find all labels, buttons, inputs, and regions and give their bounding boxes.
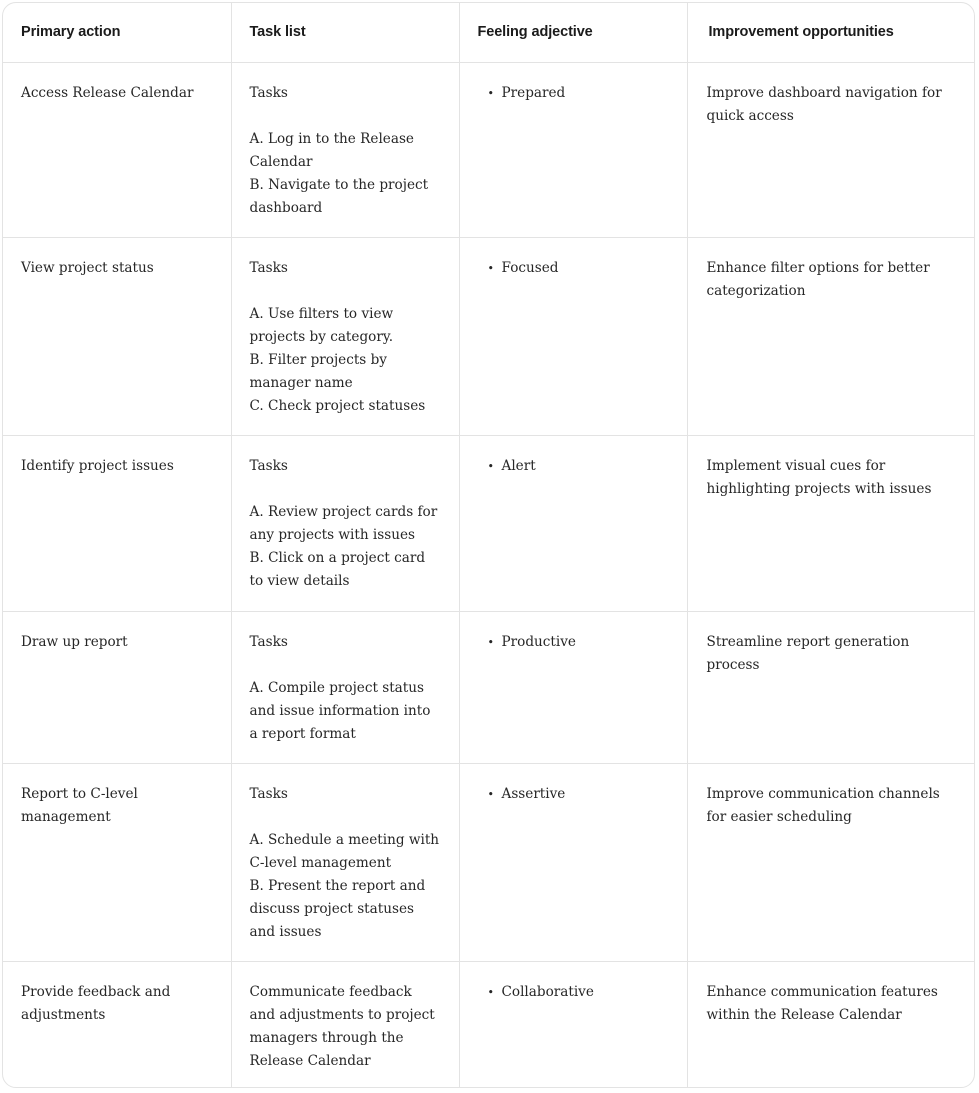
feeling-text: Assertive <box>501 785 566 802</box>
header-row <box>3 3 974 62</box>
task-list-cell <box>231 611 459 763</box>
spacer <box>250 280 441 303</box>
table-row <box>3 611 974 763</box>
header-feeling-adjective: Feeling adjective <box>459 3 687 62</box>
task-heading: Tasks <box>249 457 288 474</box>
journey-table-container <box>2 2 975 1088</box>
improvement-cell: Streamline report generation process <box>687 611 974 763</box>
feeling-cell <box>459 611 687 763</box>
task-heading: Tasks <box>249 633 288 650</box>
task-item: A. Use filters to view projects by category. <box>249 305 394 345</box>
feeling-text: Focused <box>501 259 559 276</box>
bullet-dot-icon: • <box>487 86 494 100</box>
task-item: B. Present the report and discuss project statuses and issues <box>249 877 426 940</box>
task-item: A. Compile project status and issue information into a report format <box>249 679 431 742</box>
task-item: A. Review project cards for any projects with issues <box>249 503 438 543</box>
table-row <box>3 435 974 611</box>
primary-action-cell: Provide feedback and adjustments <box>3 961 231 1088</box>
task-item: B. Click on a project card to view details <box>249 549 426 589</box>
feeling-text: Alert <box>501 457 536 474</box>
bullet-dot-icon: • <box>487 459 494 473</box>
improvement-cell: Improve dashboard navigation for quick access <box>687 62 974 237</box>
table-header <box>3 3 974 62</box>
feeling-text: Productive <box>501 633 576 650</box>
task-item: B. Filter projects by manager name <box>249 351 387 391</box>
bullet-dot-icon: • <box>487 635 494 649</box>
feeling-bullet <box>478 455 669 478</box>
feeling-cell <box>459 763 687 961</box>
feeling-cell <box>459 237 687 435</box>
task-heading: Tasks <box>249 259 288 276</box>
primary-action-cell: Report to C-level management <box>3 763 231 961</box>
spacer <box>250 654 441 677</box>
spacer <box>250 105 441 128</box>
primary-action-cell: View project status <box>3 237 231 435</box>
header-improvement-opportunities: Improvement opportunities <box>687 3 974 62</box>
header-task-list: Task list <box>231 3 459 62</box>
journey-table <box>3 3 974 1088</box>
task-list-cell <box>231 62 459 237</box>
task-item: A. Schedule a meeting with C-level management <box>249 831 440 871</box>
feeling-bullet <box>478 257 669 280</box>
feeling-cell <box>459 62 687 237</box>
primary-action-cell: Access Release Calendar <box>3 62 231 237</box>
task-list-cell <box>231 435 459 611</box>
improvement-cell: Enhance filter options for better categorization <box>687 237 974 435</box>
spacer <box>250 478 441 501</box>
task-list-cell: Communicate feedback and adjustments to project managers through the Release Calendar <box>231 961 459 1088</box>
table-row <box>3 237 974 435</box>
feeling-bullet <box>478 981 669 1004</box>
task-item: A. Log in to the Release Calendar <box>249 130 414 170</box>
task-heading: Tasks <box>249 785 288 802</box>
feeling-text: Prepared <box>501 84 566 101</box>
bullet-dot-icon: • <box>487 261 494 275</box>
table-row <box>3 961 974 1088</box>
task-heading: Tasks <box>249 84 288 101</box>
task-item: C. Check project statuses <box>249 397 426 414</box>
feeling-bullet <box>478 82 669 105</box>
table-body <box>3 62 974 1088</box>
header-primary-action: Primary action <box>3 3 231 62</box>
task-list-cell <box>231 237 459 435</box>
spacer <box>250 806 441 829</box>
feeling-bullet <box>478 783 669 806</box>
feeling-bullet <box>478 631 669 654</box>
bullet-dot-icon: • <box>487 985 494 999</box>
feeling-cell <box>459 961 687 1088</box>
improvement-cell: Implement visual cues for highlighting projects with issues <box>687 435 974 611</box>
table-row <box>3 62 974 237</box>
improvement-cell: Improve communication channels for easier scheduling <box>687 763 974 961</box>
improvement-cell: Enhance communication features within the Release Calendar <box>706 983 938 1023</box>
table-row <box>3 763 974 961</box>
task-item: B. Navigate to the project dashboard <box>249 176 429 216</box>
bullet-dot-icon: • <box>487 787 494 801</box>
task-list-cell <box>231 763 459 961</box>
feeling-text: Collaborative <box>501 983 594 1000</box>
primary-action-cell: Identify project issues <box>3 435 231 611</box>
primary-action-cell: Draw up report <box>3 611 231 763</box>
feeling-cell <box>459 435 687 611</box>
